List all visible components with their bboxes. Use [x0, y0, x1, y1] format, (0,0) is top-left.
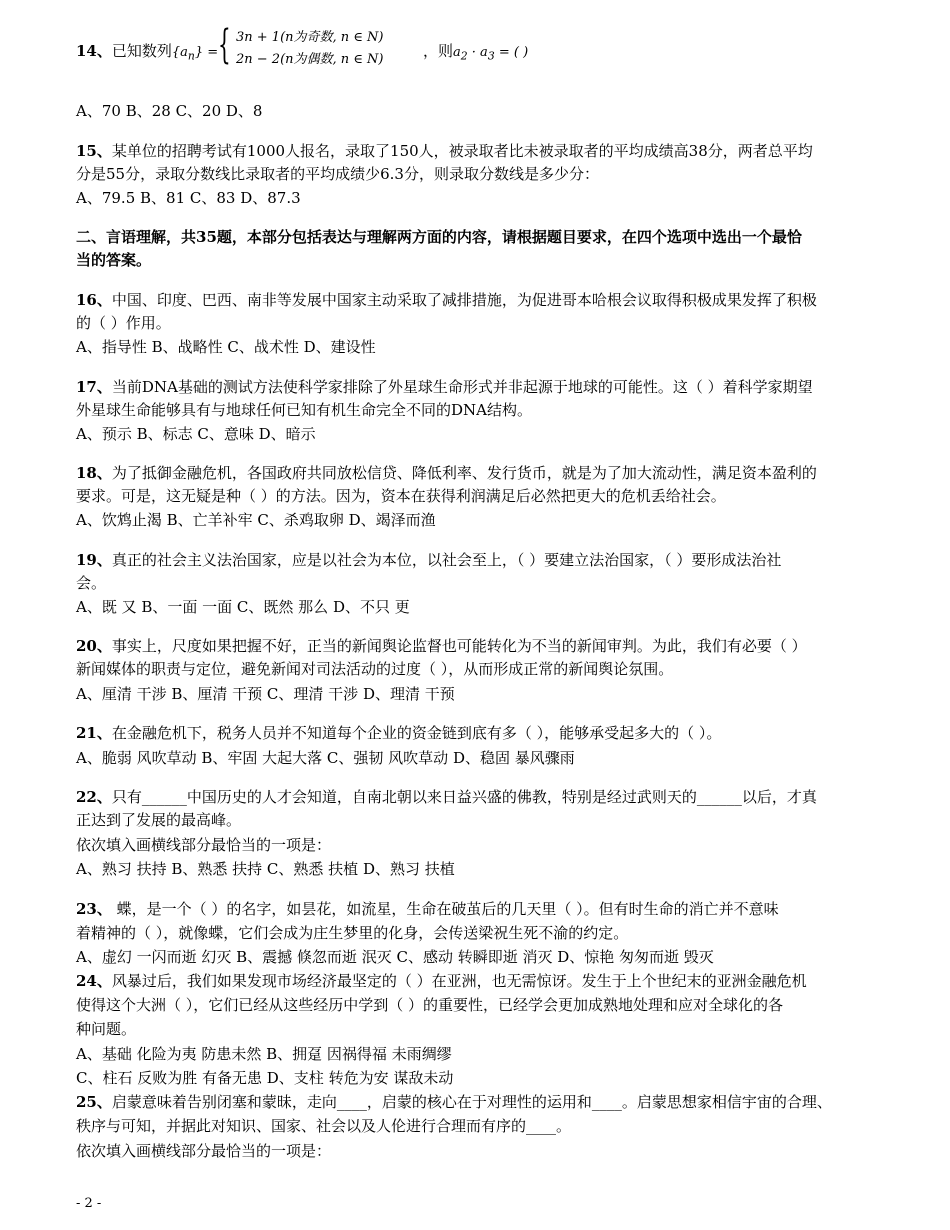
- q17-options: A、预示 B、标志 C、意味 D、暗示: [76, 425, 316, 443]
- q14-number: 14、: [76, 42, 112, 60]
- q14-piece2: 2n − 2(n为偶数, n ∈ N): [236, 52, 384, 67]
- q19-line1: 19、真正的社会主义法治国家，应是以社会为本位，以社会至上，（ ）要建立法治国家，（ ）要形成法治社: [76, 551, 782, 569]
- q17-line2: 外星球生命能够具有与地球任何已知有机生命完全不同的DNA结构。: [76, 401, 532, 419]
- q14-stem: [76, 40, 528, 68]
- q15-line1: 15、某单位的招聘考试有1000人报名，录取了150人，被录取者比未被录取者的平均成绩高38分，两者总平均: [76, 142, 813, 160]
- q19-line2: 会。: [76, 574, 107, 592]
- q14-options: A、70 B、28 C、20 D、8: [76, 102, 263, 120]
- q21-line1: 21、在金融危机下，税务人员并不知道每个企业的资金链到底有多（ ），能够承受起多大的（ ）。: [76, 724, 722, 742]
- q23-line2: 着精神的（ ），就像蝶，它们会成为庄生梦里的化身，会传送梁祝生死不渝的约定。: [76, 924, 629, 942]
- q14-piece1: 3n + 1(n为奇数, n ∈ N): [236, 30, 384, 45]
- section2-heading-line2: 当的答案。: [76, 251, 152, 269]
- q22-line2: 正达到了发展的最高峰。: [76, 811, 242, 829]
- q24-line3: 种问题。: [76, 1020, 137, 1038]
- q15-options: A、79.5 B、81 C、83 D、87.3: [76, 189, 301, 207]
- q24-options1: A、基础 化险为夷 防患未然 B、拥趸 因祸得福 未雨绸缪: [76, 1045, 452, 1063]
- q16-line2: 的（ ）作用。: [76, 314, 171, 332]
- q20-line2: 新闻媒体的职责与定位，避免新闻对司法活动的过度（ ），从而形成正常的新闻舆论氛围。: [76, 660, 674, 678]
- q25-line2: 秩序与可知，并据此对知识、国家、社会以及人伦进行合理而有序的____。: [76, 1117, 572, 1135]
- q24-line1: 24、风暴过后，我们如果发现市场经济最坚定的（ ）在亚洲，也无需惊讶。发生于上个世纪末的亚洲金融危机: [76, 972, 807, 990]
- q22-line3: 依次填入画横线部分最恰当的一项是：: [76, 836, 332, 854]
- q22-line1: 22、只有______中国历史的人才会知道，自南北朝以来日益兴盛的佛教，特别是经过武则天的______以后，才真: [76, 788, 817, 806]
- section2-heading-line1: 二、言语理解，共35题，本部分包括表达与理解两方面的内容，请根据题目要求，在四个选项中选出一个最恰: [76, 228, 802, 246]
- q14-expr: $a_2 \cdot a_3$ = ( ): [453, 45, 529, 63]
- q15-line2: 分是55分，录取分数线比录取者的平均成绩少6.3分，则录取分数线是多少分：: [76, 165, 599, 183]
- q21-options: A、脆弱 风吹草动 B、牢固 大起大落 C、强韧 风吹草动 D、稳固 暴风骤雨: [76, 749, 575, 767]
- q14-seq: $\{a_n\}$ =: [171, 45, 219, 63]
- q23-options: A、虚幻 一闪而逝 幻灭 B、震撼 倏忽而逝 泯灭 C、感动 转瞬即逝 消灭 D、惊艳 匆匆而逝 毁灭: [76, 948, 714, 966]
- q25-line3: 依次填入画横线部分最恰当的一项是：: [76, 1142, 332, 1160]
- q14-prefix: 已知数列: [111, 42, 172, 60]
- q18-options: A、饮鸩止渴 B、亡羊补牢 C、杀鸡取卵 D、竭泽而渔: [76, 511, 436, 529]
- q19-options: A、既 又 B、一面 一面 C、既然 那么 D、不只 更: [76, 598, 410, 616]
- q14-suffix: ，则: [422, 42, 453, 60]
- q20-options: A、厘清 干涉 B、厘清 干预 C、理清 干涉 D、理清 干预: [76, 685, 455, 703]
- q14-brace: {: [218, 22, 231, 68]
- q16-line1: 16、中国、印度、巴西、南非等发展中国家主动采取了减排措施，为促进哥本哈根会议取得积极成果发挥了积极: [76, 291, 817, 309]
- q25-line1: 25、启蒙意味着告别闭塞和蒙昧，走向____，启蒙的核心在于对理性的运用和____。启蒙思想家相信宇宙的合理、: [76, 1093, 832, 1111]
- q24-line2: 使得这个大洲（ ），它们已经从这些经历中学到（ ）的重要性，已经学会更加成熟地处理和应对全球化的各: [76, 996, 784, 1014]
- q18-line1: 18、为了抵御金融危机，各国政府共同放松信贷、降低利率、发行货币，就是为了加大流动性，满足资本盈利的: [76, 464, 817, 482]
- q16-options: A、指导性 B、战略性 C、战术性 D、建设性: [76, 338, 376, 356]
- page-number: - 2 -: [76, 1196, 102, 1211]
- q22-options: A、熟习 扶持 B、熟悉 扶持 C、熟悉 扶植 D、熟习 扶植: [76, 860, 455, 878]
- q17-line1: 17、当前DNA基础的测试方法使科学家排除了外星球生命形式并非起源于地球的可能性。这（ ）着科学家期望: [76, 378, 813, 396]
- q24-options2: C、柱石 反败为胜 有备无患 D、支柱 转危为安 谋敌未动: [76, 1069, 454, 1087]
- q23-line1: 23、 蝶，是一个（ ）的名字，如昙花，如流星，生命在破茧后的几天里（ ）。但有时生命的消亡并不意味: [76, 900, 779, 918]
- q18-line2: 要求。可是，这无疑是种（ ）的方法。因为，资本在获得利润满足后必然把更大的危机丢给社会。: [76, 487, 726, 505]
- q20-line1: 20、事实上，尺度如果把握不好，正当的新闻舆论监督也可能转化为不当的新闻审判。为此，我们有必要（ ）: [76, 637, 807, 655]
